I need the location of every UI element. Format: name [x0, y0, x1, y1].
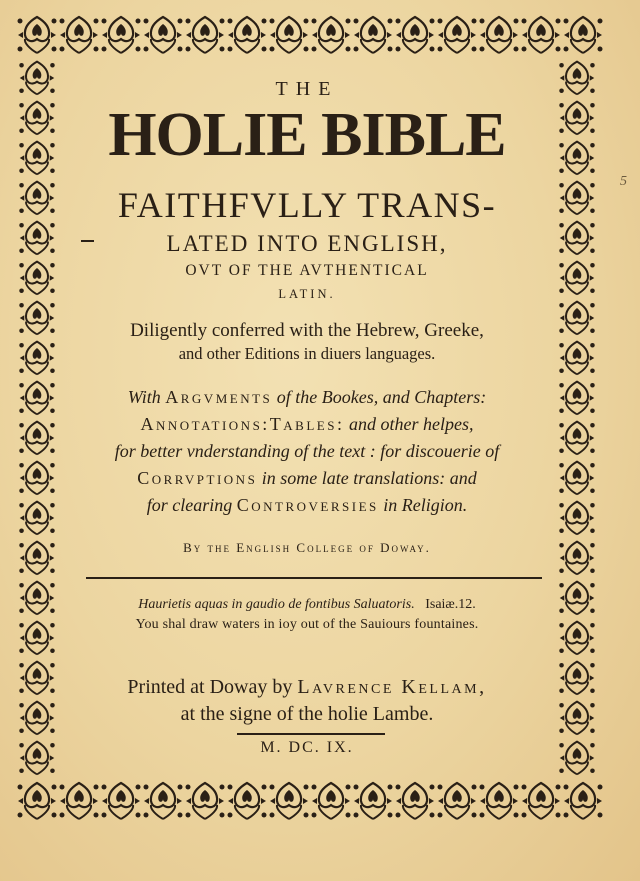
fleuron-icon: [15, 658, 59, 698]
contents-row-5: [62, 492, 552, 519]
imprint-line-1: [62, 676, 552, 699]
fleuron-icon: [555, 338, 599, 378]
fleuron-icon: [436, 13, 478, 57]
fleuron-icon: [555, 138, 599, 178]
publication-year: M. DC. IX.: [260, 739, 354, 756]
fleuron-icon: [555, 618, 599, 658]
author-line: By the English College of Doway.: [183, 540, 431, 555]
text-fragment: in some late translations: and: [257, 468, 477, 488]
ornamental-border-bottom: [16, 776, 606, 826]
text-fragment: Annotations:Tables:: [140, 414, 345, 434]
fleuron-icon: [555, 538, 599, 578]
contents-description: [62, 384, 552, 519]
fleuron-icon: [555, 258, 599, 298]
fleuron-icon: [16, 13, 58, 57]
handwritten-page-number: 5: [620, 174, 627, 189]
fleuron-icon: [15, 618, 59, 658]
main-title: HOLIE BIBLE: [108, 101, 506, 169]
fleuron-icon: [555, 298, 599, 338]
fleuron-icon: [555, 578, 599, 618]
fleuron-icon: [15, 498, 59, 538]
text-fragment: in Religion.: [378, 495, 468, 515]
fleuron-icon: [226, 13, 268, 57]
fleuron-icon: [142, 779, 184, 823]
fleuron-icon: [184, 779, 226, 823]
fleuron-icon: [478, 13, 520, 57]
subtitle-line-2: [62, 230, 552, 258]
text-fragment: Controversies: [236, 495, 379, 515]
fleuron-icon: [394, 13, 436, 57]
fleuron-icon: [555, 738, 599, 778]
fleuron-icon: [15, 418, 59, 458]
fleuron-icon: [15, 698, 59, 738]
fleuron-icon: [555, 178, 599, 218]
year-rule: [237, 733, 385, 735]
fleuron-icon: [15, 458, 59, 498]
epigraph-latin-text: Haurietis aquas in gaudio de fontibus Saluatoris.: [138, 597, 415, 612]
fleuron-icon: [436, 779, 478, 823]
fleuron-icon: [555, 378, 599, 418]
fleuron-icon: [15, 218, 59, 258]
fleuron-icon: [15, 258, 59, 298]
epigraph-latin: [62, 597, 552, 613]
fleuron-icon: [555, 658, 599, 698]
fleuron-icon: [555, 58, 599, 98]
fleuron-icon: [268, 779, 310, 823]
imprint-text: Printed at Doway by: [127, 676, 298, 698]
fleuron-icon: [555, 698, 599, 738]
text-fragment: With: [127, 387, 166, 407]
heading-the: THE: [275, 78, 339, 100]
fleuron-icon: [15, 298, 59, 338]
contents-row-4: [62, 465, 552, 492]
fleuron-icon: [555, 98, 599, 138]
fleuron-icon: [100, 13, 142, 57]
fleuron-icon: [310, 779, 352, 823]
fleuron-icon: [15, 378, 59, 418]
text-fragment: Argvments: [165, 387, 273, 407]
fleuron-icon: [520, 779, 562, 823]
fleuron-icon: [555, 418, 599, 458]
printer-name: Lavrence Kellam,: [297, 676, 487, 698]
imprint-line-2: at the signe of the holie Lambe.: [180, 703, 434, 725]
fleuron-icon: [555, 458, 599, 498]
editions-line: and other Editions in diuers languages.: [178, 344, 436, 363]
fleuron-icon: [562, 13, 604, 57]
subtitle-line-3: OVT OF THE AVTHENTICAL: [185, 262, 429, 279]
fleuron-icon: [15, 178, 59, 218]
fleuron-icon: [555, 498, 599, 538]
fleuron-icon: [15, 538, 59, 578]
fleuron-icon: [100, 779, 142, 823]
fleuron-icon: [184, 13, 226, 57]
fleuron-icon: [352, 13, 394, 57]
fleuron-icon: [352, 779, 394, 823]
fleuron-icon: [16, 779, 58, 823]
contents-row-3: [62, 438, 552, 465]
conferred-line: Diligently conferred with the Hebrew, Greeke,: [130, 320, 484, 341]
subtitle-line-2-text: LATED INTO ENGLISH,: [166, 231, 448, 256]
text-fragment: Corrvptions: [137, 468, 258, 488]
fleuron-icon: [310, 13, 352, 57]
epigraph-reference: Isaiæ.12.: [425, 597, 476, 612]
fleuron-icon: [562, 779, 604, 823]
fleuron-icon: [15, 738, 59, 778]
fleuron-icon: [520, 13, 562, 57]
fleuron-icon: [15, 58, 59, 98]
fleuron-icon: [268, 13, 310, 57]
text-fragment: for clearing: [146, 495, 237, 515]
text-fragment: and other helpes,: [344, 414, 474, 434]
fleuron-icon: [58, 779, 100, 823]
epigraph-english: You shal draw waters in ioy out of the Sauiours fountaines.: [135, 617, 479, 632]
fleuron-icon: [555, 218, 599, 258]
fleuron-icon: [15, 578, 59, 618]
fleuron-icon: [394, 779, 436, 823]
fleuron-icon: [58, 13, 100, 57]
hyphen-mark: [81, 240, 94, 242]
subtitle-line-1: FAITHFVLLY TRANS-: [117, 185, 497, 225]
ornamental-border-left: [12, 58, 62, 778]
fleuron-icon: [15, 98, 59, 138]
subtitle-line-4: LATIN.: [278, 287, 336, 301]
ornamental-border-right: [552, 58, 602, 778]
fleuron-icon: [226, 779, 268, 823]
text-fragment: for better vnderstanding of the text : for discouerie of: [114, 441, 500, 461]
text-fragment: of the Bookes, and Chapters:: [272, 387, 487, 407]
fleuron-icon: [142, 13, 184, 57]
fleuron-icon: [478, 779, 520, 823]
ornamental-border-top: [16, 10, 606, 60]
divider-rule: [86, 577, 542, 579]
fleuron-icon: [15, 138, 59, 178]
contents-row-1: [62, 384, 552, 411]
contents-row-2: [62, 411, 552, 438]
fleuron-icon: [15, 338, 59, 378]
